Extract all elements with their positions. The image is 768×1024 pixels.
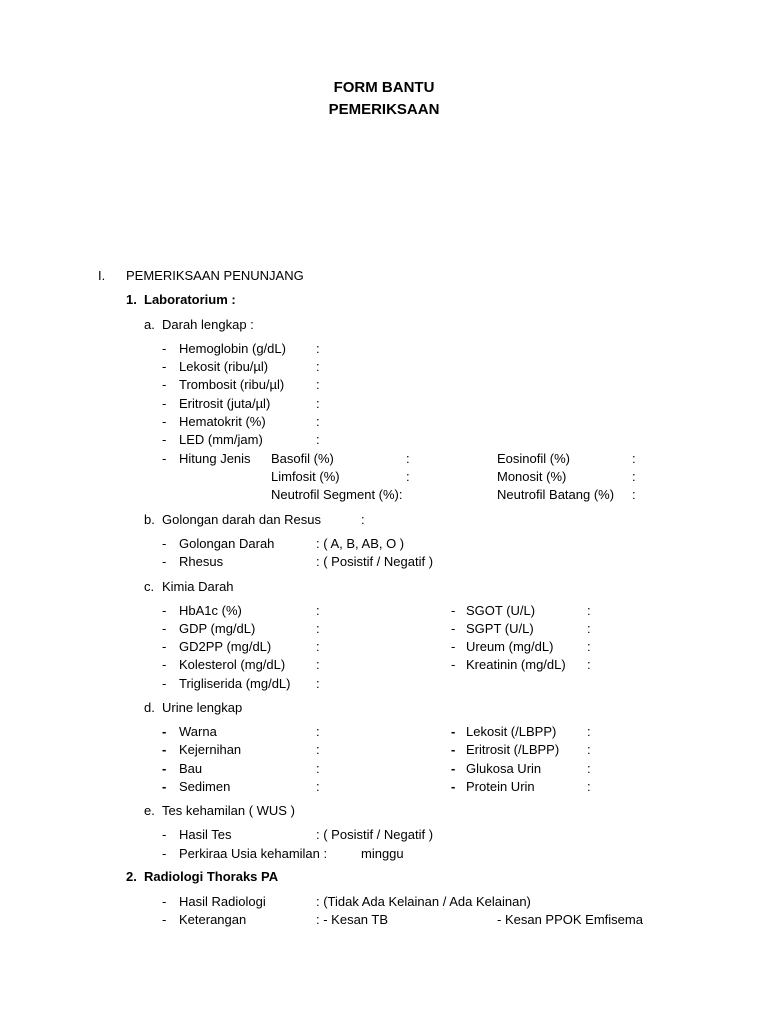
radiologi-heading: Radiologi Thoraks PA <box>144 869 279 884</box>
hasil-radiologi-options[interactable]: : (Tidak Ada Kelainan / Ada Kelainan) <box>316 894 531 909</box>
hasil-radiologi-label: Hasil Radiologi <box>179 894 266 909</box>
lab-number: 1. <box>126 292 137 307</box>
list-dash: - <box>162 414 167 429</box>
lekosit-field[interactable]: : <box>316 359 320 374</box>
sedimen-field[interactable]: : <box>316 779 320 794</box>
monosit-label: Monosit (%) <box>497 469 567 484</box>
sgot-label: SGOT (U/L) <box>466 603 536 618</box>
list-dash: - <box>162 779 167 794</box>
protein-urin-field[interactable]: : <box>587 779 591 794</box>
darah-letter: a. <box>144 317 155 332</box>
list-dash: - <box>162 742 167 757</box>
list-dash: - <box>162 639 167 654</box>
hasil-tes-label: Hasil Tes <box>179 827 232 842</box>
list-dash: - <box>162 359 167 374</box>
led-label: LED (mm/jam) <box>179 432 263 447</box>
urine-letter: d. <box>144 700 155 715</box>
list-dash: - <box>162 676 167 691</box>
gdp-field[interactable]: : <box>316 621 320 636</box>
trigliserida-label: Trigliserida (mg/dL) <box>179 676 291 691</box>
list-dash: - <box>162 846 167 861</box>
warna-label: Warna <box>179 724 217 739</box>
gdp-label: GDP (mg/dL) <box>179 621 256 636</box>
list-dash: - <box>451 603 456 618</box>
trigliserida-field[interactable]: : <box>316 676 320 691</box>
list-dash: - <box>451 761 456 776</box>
basofil-label: Basofil (%) <box>271 451 334 466</box>
gd2pp-label: GD2PP (mg/dL) <box>179 639 272 654</box>
list-dash: - <box>451 639 456 654</box>
form-title-line1: FORM BANTU <box>333 79 435 96</box>
urine-eritrosit-label: Eritrosit (/LBPP) <box>466 742 560 757</box>
list-dash: - <box>162 554 167 569</box>
list-dash: - <box>162 894 167 909</box>
kimia-letter: c. <box>144 579 155 594</box>
golongan-heading: Golongan darah dan Resus <box>162 512 322 527</box>
rhesus-label: Rhesus <box>179 554 224 569</box>
hematokrit-field[interactable]: : <box>316 414 320 429</box>
ureum-field[interactable]: : <box>587 639 591 654</box>
neutrofil-segment-label[interactable]: Neutrofil Segment (%): <box>271 487 403 502</box>
rhesus-options[interactable]: : ( Posistif / Negatif ) <box>316 554 434 569</box>
kesan-tb-option[interactable]: : - Kesan TB <box>316 912 389 927</box>
limfosit-field[interactable]: : <box>406 469 410 484</box>
hba1c-field[interactable]: : <box>316 603 320 618</box>
kesan-ppok-option[interactable]: - Kesan PPOK Emfisema <box>497 912 643 927</box>
eritrosit-label: Eritrosit (juta/µl) <box>179 396 271 411</box>
darah-heading: Darah lengkap : <box>162 317 254 332</box>
kolesterol-field[interactable]: : <box>316 657 320 672</box>
section-heading: PEMERIKSAAN PENUNJANG <box>126 268 304 283</box>
list-dash: - <box>162 341 167 356</box>
neutrofil-batang-field[interactable]: : <box>632 487 636 502</box>
list-dash: - <box>162 432 167 447</box>
lekosit-label: Lekosit (ribu/µl) <box>179 359 269 374</box>
trombosit-label: Trombosit (ribu/µl) <box>179 377 285 392</box>
gd2pp-field[interactable]: : <box>316 639 320 654</box>
form-title-line2: PEMERIKSAAN <box>328 101 440 118</box>
section-number: I. <box>98 268 106 283</box>
keterangan-label: Keterangan <box>179 912 247 927</box>
trombosit-field[interactable]: : <box>316 377 320 392</box>
neutrofil-batang-label: Neutrofil Batang (%) <box>497 487 615 502</box>
list-dash: - <box>162 657 167 672</box>
kolesterol-label: Kolesterol (mg/dL) <box>179 657 286 672</box>
list-dash: - <box>162 621 167 636</box>
glukosa-urin-label: Glukosa Urin <box>466 761 542 776</box>
hba1c-label: HbA1c (%) <box>179 603 242 618</box>
list-dash: - <box>162 724 167 739</box>
list-dash: - <box>162 603 167 618</box>
ureum-label: Ureum (mg/dL) <box>466 639 554 654</box>
sgpt-label: SGPT (U/L) <box>466 621 534 636</box>
golongan-darah-label: Golongan Darah <box>179 536 275 551</box>
list-dash: - <box>162 451 167 466</box>
list-dash: - <box>162 761 167 776</box>
tes-heading: Tes kehamilan ( WUS ) <box>162 803 295 818</box>
kimia-heading: Kimia Darah <box>162 579 234 594</box>
radiologi-number: 2. <box>126 869 137 884</box>
list-dash: - <box>451 742 456 757</box>
glukosa-urin-field[interactable]: : <box>587 761 591 776</box>
list-dash: - <box>451 779 456 794</box>
list-dash: - <box>162 377 167 392</box>
kejernihan-label: Kejernihan <box>179 742 242 757</box>
urine-lekosit-field[interactable]: : <box>587 724 591 739</box>
basofil-field[interactable]: : <box>406 451 410 466</box>
list-dash: - <box>451 724 456 739</box>
kejernihan-field[interactable]: : <box>316 742 320 757</box>
urine-eritrosit-field[interactable]: : <box>587 742 591 757</box>
urine-lekosit-label: Lekosit (/LBPP) <box>466 724 557 739</box>
list-dash: - <box>162 827 167 842</box>
list-dash: - <box>162 912 167 927</box>
led-field[interactable]: : <box>316 432 320 447</box>
golongan-letter: b. <box>144 512 155 527</box>
golongan-colon: : <box>361 512 365 527</box>
sedimen-label: Sedimen <box>179 779 231 794</box>
sgpt-field[interactable]: : <box>587 621 591 636</box>
tes-letter: e. <box>144 803 155 818</box>
list-dash: - <box>162 396 167 411</box>
golongan-darah-options[interactable]: : ( A, B, AB, O ) <box>316 536 405 551</box>
protein-urin-label: Protein Urin <box>466 779 535 794</box>
limfosit-label: Limfosit (%) <box>271 469 340 484</box>
urine-heading: Urine lengkap <box>162 700 243 715</box>
usia-kehamilan-unit[interactable]: minggu <box>361 846 404 861</box>
list-dash: - <box>451 621 456 636</box>
monosit-field[interactable]: : <box>632 469 636 484</box>
warna-field[interactable]: : <box>316 724 320 739</box>
kreatinin-label: Kreatinin (mg/dL) <box>466 657 566 672</box>
usia-kehamilan-label: Perkiraa Usia kehamilan : <box>179 846 328 861</box>
hematokrit-label: Hematokrit (%) <box>179 414 266 429</box>
list-dash: - <box>451 657 456 672</box>
eritrosit-field[interactable]: : <box>316 396 320 411</box>
list-dash: - <box>162 536 167 551</box>
lab-heading: Laboratorium : <box>144 292 236 307</box>
hasil-tes-options[interactable]: : ( Posistif / Negatif ) <box>316 827 434 842</box>
eosinofil-label: Eosinofil (%) <box>497 451 570 466</box>
hemoglobin-label: Hemoglobin (g/dL) <box>179 341 286 356</box>
sgot-field[interactable]: : <box>587 603 591 618</box>
hitung-jenis-label: Hitung Jenis <box>179 451 251 466</box>
kreatinin-field[interactable]: : <box>587 657 591 672</box>
eosinofil-field[interactable]: : <box>632 451 636 466</box>
bau-label: Bau <box>179 761 203 776</box>
hemoglobin-field[interactable]: : <box>316 341 320 356</box>
bau-field[interactable]: : <box>316 761 320 776</box>
